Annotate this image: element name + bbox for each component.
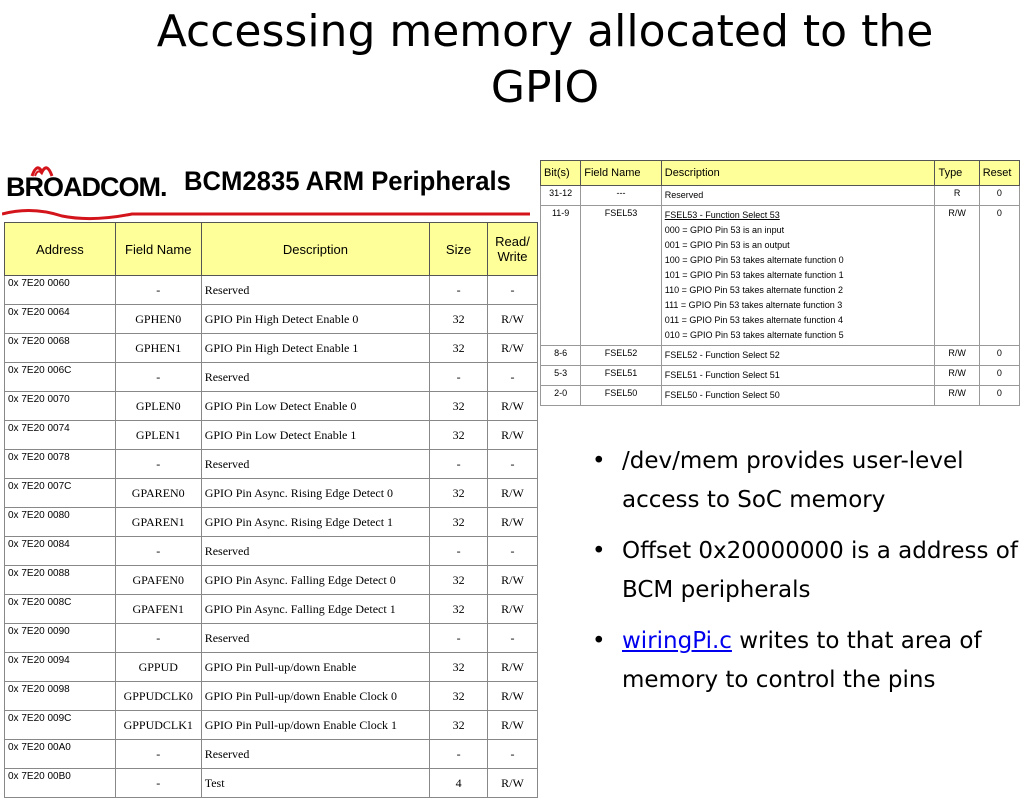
register-field-cell: - <box>115 450 201 479</box>
register-row <box>5 740 538 769</box>
register-rw-cell: R/W <box>488 566 538 595</box>
bullet-item <box>592 532 1020 610</box>
register-address-cell: 0x 7E20 0080 <box>5 508 116 537</box>
bit-description-cell <box>661 366 935 386</box>
bit-row <box>541 366 1020 386</box>
register-description-cell: Reserved <box>201 276 429 305</box>
register-description-cell: GPIO Pin Low Detect Enable 0 <box>201 392 429 421</box>
register-size-cell: - <box>430 624 488 653</box>
register-size-cell: 32 <box>430 479 488 508</box>
bullet-list <box>592 442 1020 712</box>
bit-description-cell <box>661 186 935 206</box>
register-row <box>5 392 538 421</box>
slide-title-line-2: GPIO <box>490 62 600 113</box>
bit-reset-cell: 0 <box>979 386 1019 406</box>
bit-description-line: 000 = GPIO Pin 53 is an input <box>664 225 785 235</box>
register-row <box>5 624 538 653</box>
bit-description-line: FSEL50 - Function Select 50 <box>664 390 780 400</box>
register-description-cell: GPIO Pin Async. Rising Edge Detect 1 <box>201 508 429 537</box>
register-rw-cell: R/W <box>488 479 538 508</box>
register-description-cell: GPIO Pin Async. Rising Edge Detect 0 <box>201 479 429 508</box>
register-field-cell: - <box>115 537 201 566</box>
col-header-read-write <box>488 223 538 276</box>
register-address-cell: 0x 7E20 008C <box>5 595 116 624</box>
register-rw-cell: - <box>488 537 538 566</box>
register-field-cell: GPAFEN1 <box>115 595 201 624</box>
register-description-cell: Reserved <box>201 740 429 769</box>
register-row <box>5 305 538 334</box>
register-description-cell: GPIO Pin High Detect Enable 1 <box>201 334 429 363</box>
bit-field-cell: FSEL51 <box>581 366 662 386</box>
register-row <box>5 595 538 624</box>
register-field-cell: - <box>115 769 201 798</box>
broadcom-doc-title: BCM2835 ARM Peripherals <box>184 166 511 196</box>
bit-type-cell: R <box>935 186 979 206</box>
register-size-cell: 32 <box>430 566 488 595</box>
bit-description-cell <box>661 346 935 366</box>
bit-col-header-type: Type <box>935 161 979 186</box>
register-description-cell: Reserved <box>201 537 429 566</box>
bit-field-cell: FSEL52 <box>581 346 662 366</box>
bit-row <box>541 346 1020 366</box>
register-address-cell: 0x 7E20 0090 <box>5 624 116 653</box>
register-size-cell: 32 <box>430 711 488 740</box>
register-description-cell: Reserved <box>201 450 429 479</box>
register-row <box>5 450 538 479</box>
bit-description-cell <box>661 386 935 406</box>
register-rw-cell: - <box>488 624 538 653</box>
bit-reset-cell: 0 <box>979 346 1019 366</box>
bit-col-header-description: Description <box>661 161 935 186</box>
bit-description-line: 101 = GPIO Pin 53 takes alternate function 1 <box>664 270 844 280</box>
bit-range-cell: 11-9 <box>541 206 581 346</box>
slide-title <box>60 4 1024 116</box>
register-address-cell: 0x 7E20 00A0 <box>5 740 116 769</box>
register-size-cell: - <box>430 450 488 479</box>
register-field-cell: GPPUD <box>115 653 201 682</box>
register-rw-cell: R/W <box>488 711 538 740</box>
register-description-cell: GPIO Pin Async. Falling Edge Detect 0 <box>201 566 429 595</box>
register-field-cell: GPHEN0 <box>115 305 201 334</box>
bit-range-cell: 2-0 <box>541 386 581 406</box>
register-field-cell: - <box>115 363 201 392</box>
bit-description-line: 100 = GPIO Pin 53 takes alternate function 0 <box>664 255 844 265</box>
col-header-read: Read/ <box>495 234 530 249</box>
register-description-cell: GPIO Pin High Detect Enable 0 <box>201 305 429 334</box>
register-size-cell: - <box>430 276 488 305</box>
bit-description-cell <box>661 206 935 346</box>
register-row <box>5 653 538 682</box>
bit-range-cell: 8-6 <box>541 346 581 366</box>
bit-col-header-field-name: Field Name <box>581 161 662 186</box>
register-rw-cell: R/W <box>488 653 538 682</box>
bullet-text: writes to that area of memory to control the pins <box>622 628 982 693</box>
register-rw-cell: R/W <box>488 334 538 363</box>
broadcom-red-rule <box>2 208 530 222</box>
register-description-cell: GPIO Pin Async. Falling Edge Detect 1 <box>201 595 429 624</box>
bit-description-line: 010 = GPIO Pin 53 takes alternate function 5 <box>664 330 844 340</box>
register-address-cell: 0x 7E20 0078 <box>5 450 116 479</box>
register-description-cell: Test <box>201 769 429 798</box>
register-rw-cell: R/W <box>488 769 538 798</box>
slide-title-line-1: Accessing memory allocated to the <box>156 6 934 57</box>
register-address-cell: 0x 7E20 00B0 <box>5 769 116 798</box>
col-header-description: Description <box>201 223 429 276</box>
bit-row <box>541 206 1020 346</box>
bit-type-cell: R/W <box>935 366 979 386</box>
register-row <box>5 421 538 450</box>
register-field-cell: - <box>115 276 201 305</box>
register-field-cell: GPPUDCLK1 <box>115 711 201 740</box>
bit-table-header <box>541 161 1020 186</box>
wiringpi-link[interactable]: wiringPi.c <box>622 628 732 654</box>
register-field-cell: - <box>115 740 201 769</box>
register-address-cell: 0x 7E20 009C <box>5 711 116 740</box>
register-address-cell: 0x 7E20 0094 <box>5 653 116 682</box>
register-description-cell: GPIO Pin Low Detect Enable 1 <box>201 421 429 450</box>
register-row <box>5 508 538 537</box>
col-header-address: Address <box>5 223 116 276</box>
bit-col-header-bits: Bit(s) <box>541 161 581 186</box>
col-header-size: Size <box>430 223 488 276</box>
bullet-item <box>592 622 1020 700</box>
register-description-cell: GPIO Pin Pull-up/down Enable Clock 1 <box>201 711 429 740</box>
bit-description-line: FSEL52 - Function Select 52 <box>664 350 780 360</box>
bit-range-cell: 5-3 <box>541 366 581 386</box>
bit-field-cell: FSEL53 <box>581 206 662 346</box>
bit-description-line: 001 = GPIO Pin 53 is an output <box>664 240 790 250</box>
col-header-write: Write <box>497 249 528 264</box>
bit-reset-cell: 0 <box>979 366 1019 386</box>
bit-field-cell: --- <box>581 186 662 206</box>
bit-row <box>541 186 1020 206</box>
register-size-cell: 32 <box>430 653 488 682</box>
bullet-text: /dev/mem provides user-level access to SoC memory <box>622 448 964 513</box>
register-field-cell: - <box>115 624 201 653</box>
register-address-cell: 0x 7E20 0088 <box>5 566 116 595</box>
register-size-cell: 32 <box>430 682 488 711</box>
bit-description-line: 110 = GPIO Pin 53 takes alternate function 2 <box>664 285 843 295</box>
register-table-header <box>5 223 538 276</box>
register-rw-cell: R/W <box>488 508 538 537</box>
bit-range-cell: 31-12 <box>541 186 581 206</box>
bit-description-line: Reserved <box>664 190 704 200</box>
register-rw-cell: R/W <box>488 595 538 624</box>
register-rw-cell: - <box>488 450 538 479</box>
register-size-cell: 32 <box>430 508 488 537</box>
register-table-body <box>5 276 538 798</box>
bit-description-line: FSEL53 - Function Select 53 <box>664 210 780 220</box>
register-rw-cell: R/W <box>488 305 538 334</box>
register-row <box>5 276 538 305</box>
register-row <box>5 334 538 363</box>
bit-reset-cell: 0 <box>979 206 1019 346</box>
bit-row <box>541 386 1020 406</box>
register-field-cell: GPAFEN0 <box>115 566 201 595</box>
register-size-cell: 32 <box>430 392 488 421</box>
bit-type-cell: R/W <box>935 386 979 406</box>
register-rw-cell: R/W <box>488 392 538 421</box>
bit-table-body <box>541 186 1020 406</box>
bit-description-line: 011 = GPIO Pin 53 takes alternate function 4 <box>664 315 843 325</box>
bit-type-cell: R/W <box>935 346 979 366</box>
bullet-item <box>592 442 1020 520</box>
register-field-cell: GPAREN0 <box>115 479 201 508</box>
bit-field-cell: FSEL50 <box>581 386 662 406</box>
register-field-cell: GPPUDCLK0 <box>115 682 201 711</box>
register-description-cell: Reserved <box>201 363 429 392</box>
register-description-cell: Reserved <box>201 624 429 653</box>
register-rw-cell: - <box>488 363 538 392</box>
register-size-cell: 32 <box>430 334 488 363</box>
register-size-cell: 32 <box>430 595 488 624</box>
register-address-cell: 0x 7E20 0070 <box>5 392 116 421</box>
register-row <box>5 479 538 508</box>
bit-col-header-reset: Reset <box>979 161 1019 186</box>
register-address-cell: 0x 7E20 0068 <box>5 334 116 363</box>
register-rw-cell: - <box>488 276 538 305</box>
register-table <box>4 222 538 798</box>
register-row <box>5 682 538 711</box>
register-size-cell: 32 <box>430 305 488 334</box>
register-rw-cell: R/W <box>488 421 538 450</box>
register-size-cell: 4 <box>430 769 488 798</box>
register-row <box>5 537 538 566</box>
bit-type-cell: R/W <box>935 206 979 346</box>
register-address-cell: 0x 7E20 0064 <box>5 305 116 334</box>
register-address-cell: 0x 7E20 007C <box>5 479 116 508</box>
bullet-text: Offset 0x20000000 is a address of BCM peripherals <box>622 538 1018 603</box>
register-address-cell: 0x 7E20 0060 <box>5 276 116 305</box>
register-address-cell: 0x 7E20 0084 <box>5 537 116 566</box>
register-rw-cell: - <box>488 740 538 769</box>
register-row <box>5 769 538 798</box>
register-field-cell: GPLEN0 <box>115 392 201 421</box>
register-field-cell: GPHEN1 <box>115 334 201 363</box>
register-size-cell: - <box>430 740 488 769</box>
register-row <box>5 363 538 392</box>
register-size-cell: - <box>430 363 488 392</box>
register-description-cell: GPIO Pin Pull-up/down Enable <box>201 653 429 682</box>
register-address-cell: 0x 7E20 006C <box>5 363 116 392</box>
register-row <box>5 566 538 595</box>
bit-description-line: 111 = GPIO Pin 53 takes alternate function 3 <box>664 300 843 310</box>
col-header-field-name: Field Name <box>115 223 201 276</box>
register-size-cell: 32 <box>430 421 488 450</box>
register-row <box>5 711 538 740</box>
register-address-cell: 0x 7E20 0074 <box>5 421 116 450</box>
bit-table <box>540 160 1020 406</box>
register-size-cell: - <box>430 537 488 566</box>
register-address-cell: 0x 7E20 0098 <box>5 682 116 711</box>
register-rw-cell: R/W <box>488 682 538 711</box>
register-field-cell: GPLEN1 <box>115 421 201 450</box>
bit-reset-cell: 0 <box>979 186 1019 206</box>
register-field-cell: GPAREN1 <box>115 508 201 537</box>
broadcom-logo: BROADCOM. <box>6 172 167 202</box>
broadcom-header <box>2 158 530 222</box>
bit-description-line: FSEL51 - Function Select 51 <box>664 370 780 380</box>
register-description-cell: GPIO Pin Pull-up/down Enable Clock 0 <box>201 682 429 711</box>
